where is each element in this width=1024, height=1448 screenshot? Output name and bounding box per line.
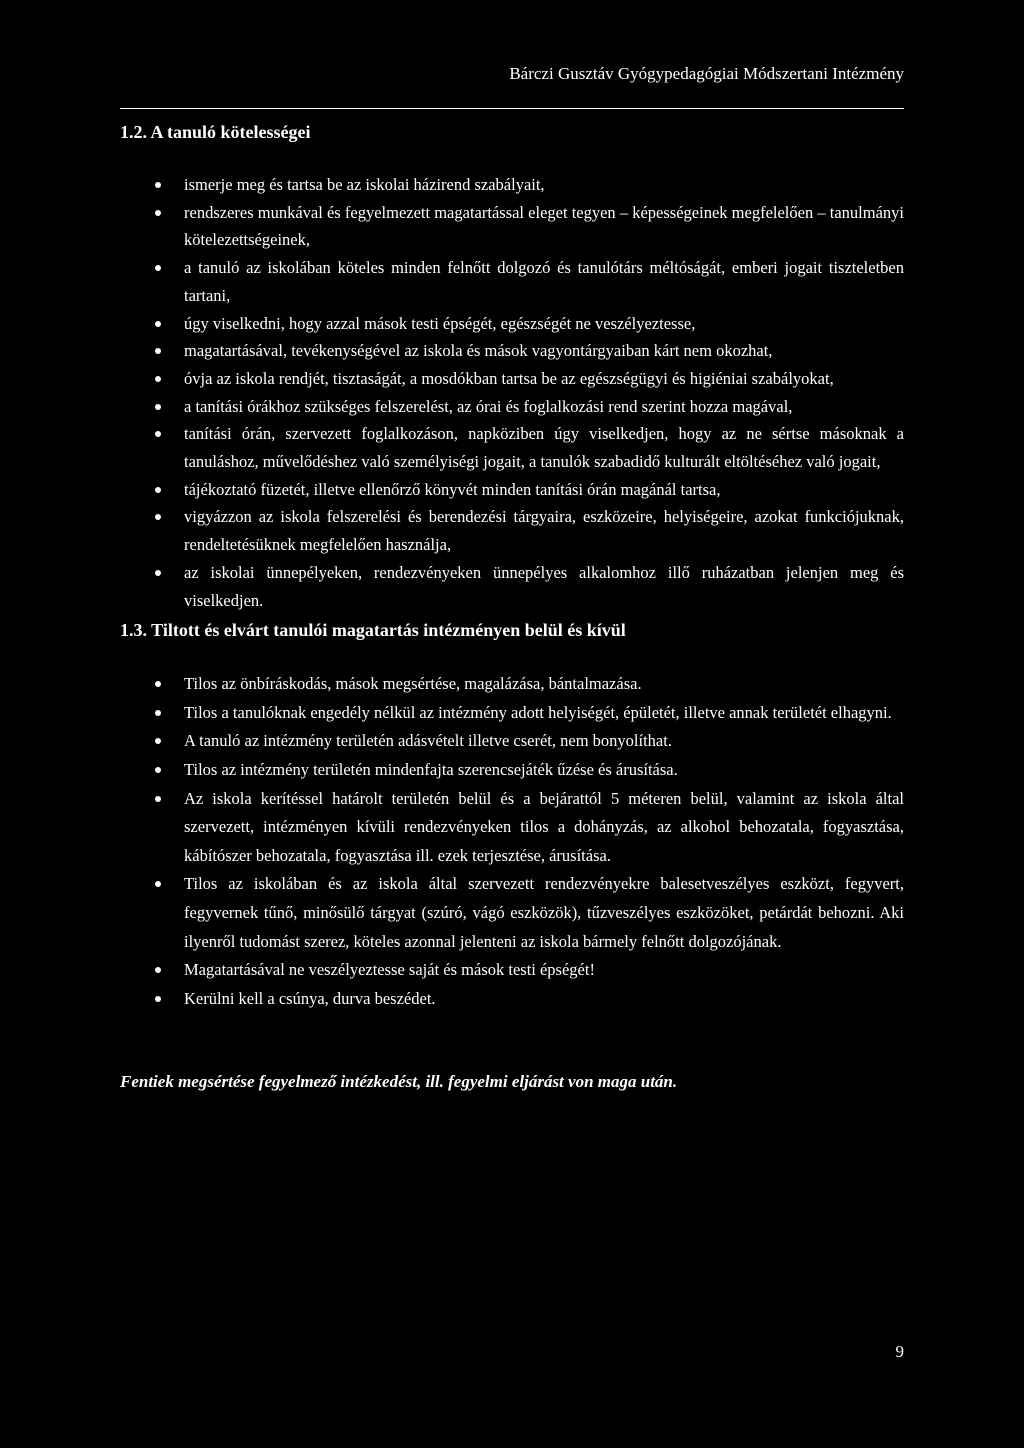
list-item: tanítási órán, szervezett foglalkozáson, napköziben úgy viselkedjen, hogy az ne sértse másoknak a tanuláshoz, művelődéshez való személyiségi jogait, a tanulók szabadidő kulturált eltöltéséhez való jogait, — [120, 420, 904, 475]
list-item: Tilos az önbíráskodás, mások megsértése, magalázása, bántalmazása. — [120, 670, 904, 699]
section-heading-obligations: 1.2. A tanuló kötelességei — [120, 122, 311, 142]
list-item: úgy viselkedni, hogy azzal mások testi épségét, egészségét ne veszélyeztesse, — [120, 310, 904, 338]
institution-name: Bárczi Gusztáv Gyógypedagógiai Módszertani Intézmény — [509, 64, 904, 83]
list-item: Tilos a tanulóknak engedély nélkül az intézmény adott helyiségét, épületét, illetve annak területét elhagyni. — [120, 699, 904, 728]
conduct-list — [120, 670, 904, 1013]
header-divider — [120, 108, 904, 109]
page-content — [120, 118, 904, 1095]
list-item: az iskolai ünnepélyeken, rendezvényeken ünnepélyes alkalomhoz illő ruházatban jelenjen meg és viselkedjen. — [120, 559, 904, 614]
list-item: Tilos az iskolában és az iskola által szervezett rendezvényekre balesetveszélyes eszközt, fegyvert, fegyvernek tűnő, minősülő tárgyat (szúró, vágó eszközök), tűzveszélyes eszközöket, petárdát behozni. Aki ilyenről tudomást szerez, köteles azonnal jelenteni az iskola bármely felnőtt dolgozójának. — [120, 870, 904, 956]
obligations-list — [120, 171, 904, 614]
list-item: óvja az iskola rendjét, tisztaságát, a mosdókban tartsa be az egészségügyi és higiéniai szabályokat, — [120, 365, 904, 393]
list-item: magatartásával, tevékenységével az iskola és mások vagyontárgyaiban kárt nem okozhat, — [120, 337, 904, 365]
page-header — [120, 62, 904, 86]
list-item: Kerülni kell a csúnya, durva beszédet. — [120, 985, 904, 1014]
list-item: a tanítási órákhoz szükséges felszerelést, az órai és foglalkozási rend szerint hozza magával, — [120, 393, 904, 421]
list-item: rendszeres munkával és fegyelmezett magatartással eleget tegyen – képességeinek megfelelően – tanulmányi kötelezettségeinek, — [120, 199, 904, 254]
list-item: Magatartásával ne veszélyeztesse saját és mások testi épségét! — [120, 956, 904, 985]
list-item: a tanuló az iskolában köteles minden felnőtt dolgozó és tanulótárs méltóságát, emberi jogait tiszteletben tartani, — [120, 254, 904, 309]
list-item: A tanuló az intézmény területén adásvételt illetve cserét, nem bonyolíthat. — [120, 727, 904, 756]
page-number: 9 — [895, 1342, 904, 1361]
list-item: tájékoztató füzetét, illetve ellenőrző könyvét minden tanítási órán magánál tartsa, — [120, 476, 904, 504]
list-item: Az iskola kerítéssel határolt területén belül és a bejárattól 5 méteren belül, valamint az iskola által szervezett, intézményen kívüli rendezvényeken tilos a dohányzás, az alkohol behozatala, fogyasztása, kábítószer behozatala, fogyasztása ill. ezek terjesztése, árusítása. — [120, 785, 904, 871]
list-item: vigyázzon az iskola felszerelési és berendezési tárgyaira, eszközeire, helyiségeire, azokat funkciójuknak, rendeltetésüknek megfelelően használja, — [120, 503, 904, 558]
section-heading-conduct: 1.3. Tiltott és elvárt tanulói magatartás intézményen belül és kívül — [120, 620, 626, 641]
list-item: ismerje meg és tartsa be az iskolai házirend szabályait, — [120, 171, 904, 199]
closing-statement: Fentiek megsértése fegyelmező intézkedést, ill. fegyelmi eljárást von maga után. — [120, 1072, 678, 1092]
list-item: Tilos az intézmény területén mindenfajta szerencsejáték űzése és árusítása. — [120, 756, 904, 785]
